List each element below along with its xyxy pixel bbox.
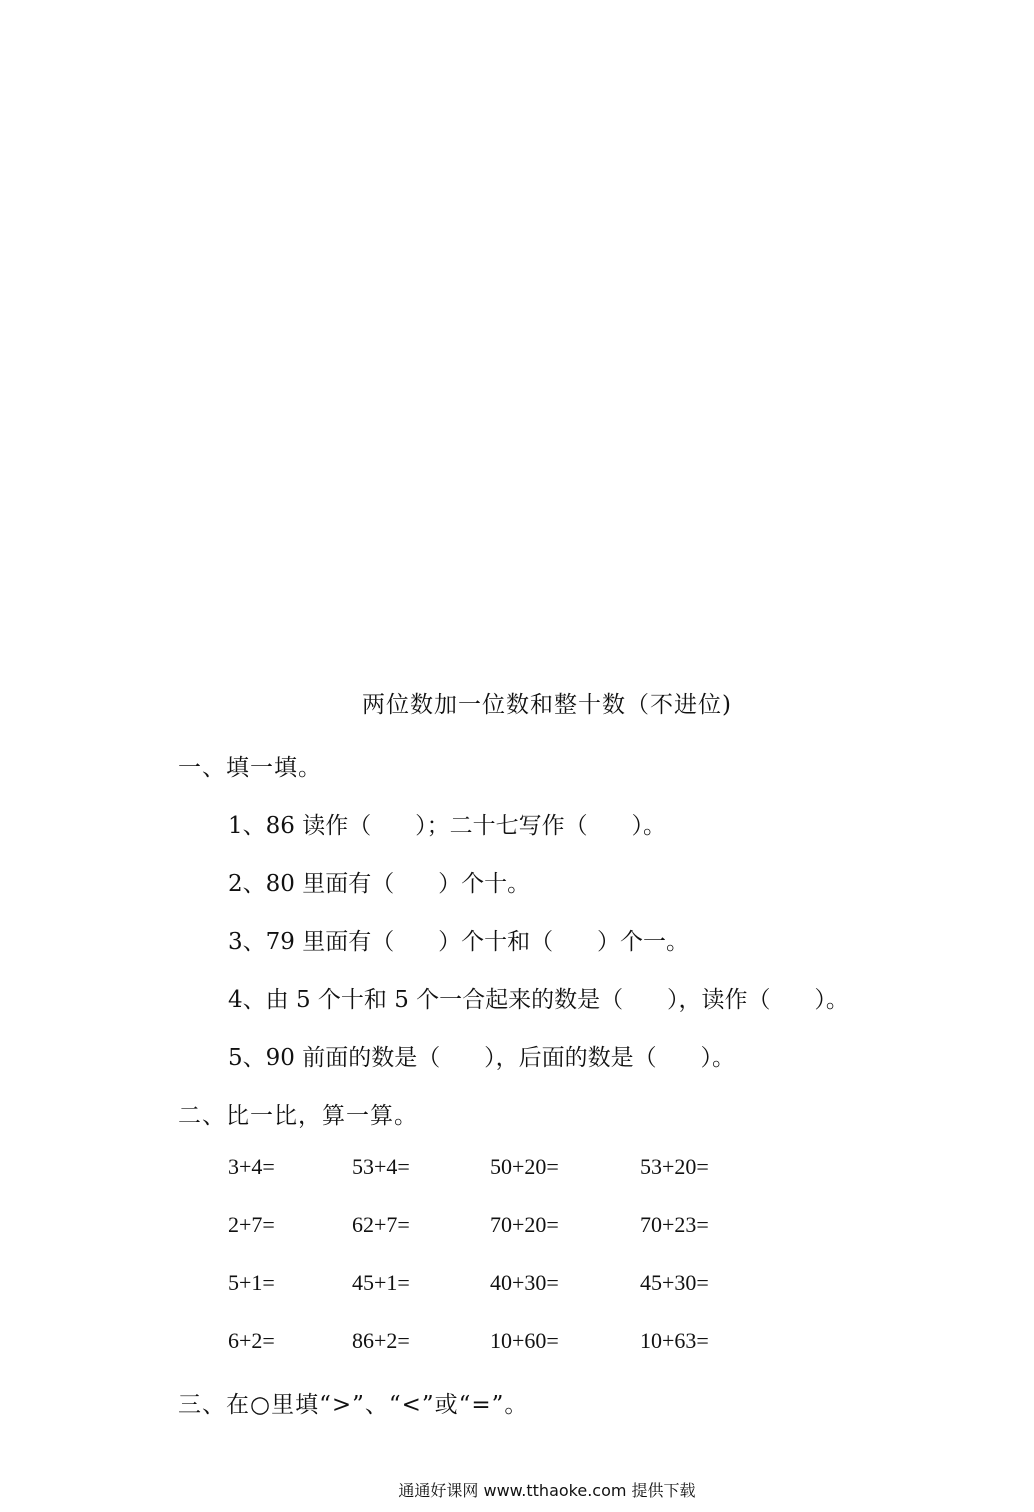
worksheet-title: 两位数加一位数和整十数（不进位): [362, 692, 732, 718]
calc-item: 45+30=: [640, 1270, 709, 1295]
calc-item: 40+30=: [490, 1270, 559, 1295]
question-1: 1、86 读作（ ）；二十七写作（ ）。: [228, 813, 666, 839]
calc-item: 53+4=: [352, 1154, 410, 1179]
section-two-heading: 二、比一比，算一算。: [178, 1103, 418, 1129]
calc-row-4: [228, 1328, 828, 1358]
calc-row-1: [228, 1154, 828, 1184]
question-4: 4、由 5 个十和 5 个一合起来的数是（ ），读作（ ）。: [228, 987, 849, 1013]
question-2: 2、80 里面有（ ）个十。: [228, 871, 531, 897]
question-3: 3、79 里面有（ ）个十和（ ）个一。: [228, 929, 689, 955]
calc-item: 70+23=: [640, 1212, 709, 1237]
calc-item: 70+20=: [490, 1212, 559, 1237]
calc-item: 3+4=: [228, 1154, 275, 1179]
section-one-heading: 一、填一填。: [178, 755, 322, 781]
section-three-heading: 三、在○里填“>”、“<”或“=”。: [178, 1392, 529, 1418]
calc-item: 62+7=: [352, 1212, 410, 1237]
calc-item: 10+60=: [490, 1328, 559, 1353]
calc-item: 86+2=: [352, 1328, 410, 1353]
calc-item: 2+7=: [228, 1212, 275, 1237]
calc-item: 10+63=: [640, 1328, 709, 1353]
calc-item: 53+20=: [640, 1154, 709, 1179]
calc-item: 5+1=: [228, 1270, 275, 1295]
calc-item: 50+20=: [490, 1154, 559, 1179]
page-footer: 通通好课网 www.tthaoke.com 提供下载: [398, 1481, 696, 1500]
calc-row-3: [228, 1270, 828, 1300]
calc-row-2: [228, 1212, 828, 1242]
calc-item: 6+2=: [228, 1328, 275, 1353]
calc-item: 45+1=: [352, 1270, 410, 1295]
question-5: 5、90 前面的数是（ ），后面的数是（ ）。: [228, 1045, 735, 1071]
